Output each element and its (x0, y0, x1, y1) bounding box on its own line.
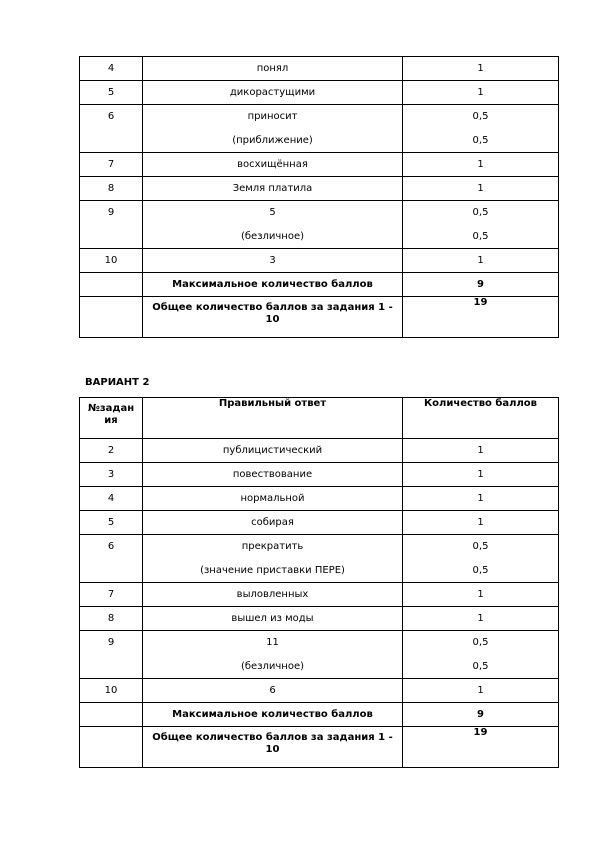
answer-cell (143, 57, 403, 81)
cell-line: выловленных (236, 589, 309, 600)
cell-line: 10 (104, 255, 118, 266)
cell-line: 10 (104, 685, 118, 696)
total-score-value: 19 (403, 297, 559, 338)
score-cell (403, 201, 559, 249)
answers-table-variant-1 (79, 56, 559, 338)
cell-line: (приближение) (232, 135, 313, 146)
table-row (80, 439, 559, 463)
task-number-cell (80, 487, 143, 511)
answer-cell (143, 105, 403, 153)
cell-line: 6 (107, 541, 115, 552)
cell-line: (безличное) (240, 231, 305, 242)
table-row (80, 105, 559, 153)
answer-cell (143, 249, 403, 273)
cell-line: вышел из моды (231, 613, 314, 624)
task-number-cell (80, 679, 143, 703)
score-cell (403, 607, 559, 631)
cell-line: 1 (477, 255, 484, 266)
total-score-value: 19 (403, 727, 559, 768)
score-cell (403, 463, 559, 487)
task-number-cell (80, 249, 143, 273)
answer-cell (143, 81, 403, 105)
cell-line: повествование (232, 469, 313, 480)
empty-cell (80, 703, 143, 727)
cell-line: 1 (477, 87, 484, 98)
header-row (80, 398, 559, 439)
answer-cell (143, 631, 403, 679)
table-row (80, 463, 559, 487)
cell-line: публицистический (222, 445, 323, 456)
score-cell (403, 583, 559, 607)
score-cell (403, 487, 559, 511)
table-row (80, 487, 559, 511)
variant-2-title: ВАРИАНТ 2 (85, 377, 150, 388)
cell-line: 1 (477, 613, 484, 624)
empty-cell (80, 727, 143, 768)
cell-line: 0,5 (472, 207, 489, 218)
cell-line: 8 (107, 613, 115, 624)
empty-cell (80, 273, 143, 297)
table-row (80, 583, 559, 607)
header-num: №задания (80, 398, 143, 439)
max-score-row (80, 273, 559, 297)
cell-line: 1 (477, 63, 484, 74)
total-score-row (80, 297, 559, 338)
table-row (80, 201, 559, 249)
table-row (80, 153, 559, 177)
cell-line: 1 (477, 685, 484, 696)
cell-line: 1 (477, 445, 484, 456)
cell-line: 9 (107, 637, 115, 648)
header-answer: Правильный ответ (143, 398, 403, 439)
cell-line: 0,5 (472, 135, 489, 146)
answers-table-variant-2 (79, 397, 559, 768)
max-score-row (80, 703, 559, 727)
score-cell (403, 679, 559, 703)
task-number-cell (80, 81, 143, 105)
max-score-value (403, 273, 559, 297)
score-cell (403, 105, 559, 153)
table-row (80, 57, 559, 81)
table-row (80, 535, 559, 583)
cell-line: 0,5 (472, 637, 489, 648)
answer-cell (143, 583, 403, 607)
cell-line: 5 (107, 87, 115, 98)
task-number-cell (80, 535, 143, 583)
cell-line: нормальной (240, 493, 305, 504)
score-cell (403, 81, 559, 105)
cell-line: 3 (269, 255, 276, 266)
cell-line: 0,5 (472, 565, 489, 576)
cell-line: Максимальное количество баллов (172, 709, 373, 720)
table-row (80, 177, 559, 201)
cell-line: 6 (107, 111, 115, 122)
task-number-cell (80, 201, 143, 249)
max-score-label (143, 703, 403, 727)
cell-line: 11 (266, 637, 279, 648)
max-score-value (403, 703, 559, 727)
cell-line: 6 (269, 685, 276, 696)
cell-line: 5 (269, 207, 276, 218)
cell-line: понял (256, 63, 289, 74)
cell-line: 9 (477, 279, 484, 290)
cell-line: собирая (251, 517, 294, 528)
task-number-cell (80, 583, 143, 607)
cell-line: прекратить (241, 541, 304, 552)
task-number-cell (80, 153, 143, 177)
table-row (80, 607, 559, 631)
cell-line: 1 (477, 159, 484, 170)
answer-cell (143, 153, 403, 177)
score-cell (403, 177, 559, 201)
score-cell (403, 249, 559, 273)
total-score-row (80, 727, 559, 768)
answer-cell (143, 511, 403, 535)
cell-line: 1 (477, 517, 484, 528)
score-cell (403, 631, 559, 679)
table-row (80, 631, 559, 679)
answer-cell (143, 679, 403, 703)
cell-line: 4 (107, 493, 115, 504)
cell-line: 4 (107, 63, 115, 74)
answer-cell (143, 201, 403, 249)
cell-line: Земля платила (232, 183, 313, 194)
task-number-cell (80, 57, 143, 81)
answer-cell (143, 439, 403, 463)
cell-line: (безличное) (240, 661, 305, 672)
max-score-label (143, 273, 403, 297)
score-cell (403, 511, 559, 535)
cell-line: дикорастущими (229, 87, 316, 98)
cell-line: Максимальное количество баллов (172, 279, 373, 290)
cell-line: 1 (477, 183, 484, 194)
table-row (80, 511, 559, 535)
table-row (80, 249, 559, 273)
answer-cell (143, 535, 403, 583)
total-score-label: Общее количество баллов за задания 1 - 10 (143, 727, 403, 768)
cell-line: 8 (107, 183, 115, 194)
cell-line: (значение приставки ПЕРЕ) (200, 565, 345, 576)
cell-line: 7 (107, 589, 115, 600)
total-score-label: Общее количество баллов за задания 1 - 10 (143, 297, 403, 338)
cell-line: 9 (107, 207, 115, 218)
answer-cell (143, 487, 403, 511)
cell-line: восхищённая (237, 159, 308, 170)
header-score: Количество баллов (403, 398, 559, 439)
empty-cell (80, 297, 143, 338)
table-body (80, 398, 559, 768)
task-number-cell (80, 177, 143, 201)
task-number-cell (80, 607, 143, 631)
table-row (80, 81, 559, 105)
score-cell (403, 57, 559, 81)
table-row (80, 679, 559, 703)
cell-line: 0,5 (472, 231, 489, 242)
task-number-cell (80, 511, 143, 535)
answer-cell (143, 607, 403, 631)
cell-line: 1 (477, 493, 484, 504)
score-cell (403, 153, 559, 177)
cell-line: 1 (477, 469, 484, 480)
task-number-cell (80, 463, 143, 487)
task-number-cell (80, 631, 143, 679)
cell-line: приносит (247, 111, 298, 122)
cell-line: 0,5 (472, 541, 489, 552)
cell-line: 9 (477, 709, 484, 720)
cell-line: 5 (107, 517, 115, 528)
cell-line: 1 (477, 589, 484, 600)
cell-line: 0,5 (472, 661, 489, 672)
task-number-cell (80, 105, 143, 153)
cell-line: 7 (107, 159, 115, 170)
cell-line: 0,5 (472, 111, 489, 122)
table-body (80, 57, 559, 338)
answer-cell (143, 463, 403, 487)
score-cell (403, 439, 559, 463)
answer-cell (143, 177, 403, 201)
score-cell (403, 535, 559, 583)
cell-line: 2 (107, 445, 115, 456)
task-number-cell (80, 439, 143, 463)
cell-line: 3 (107, 469, 115, 480)
